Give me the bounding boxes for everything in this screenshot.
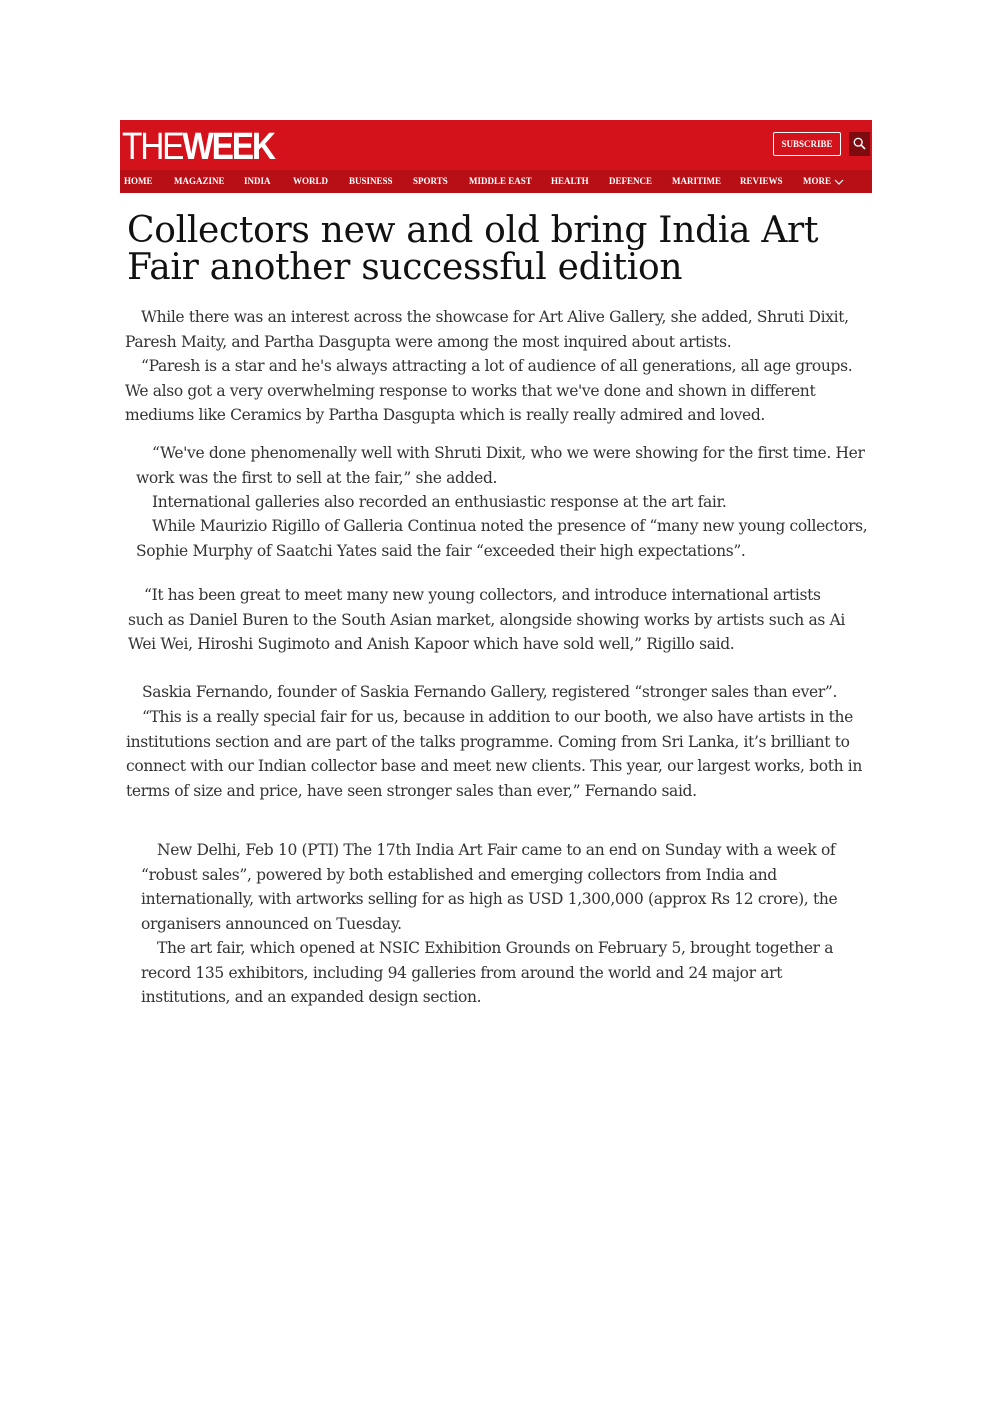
logo-the: THE bbox=[122, 126, 183, 168]
nav-item-reviews[interactable]: REVIEWS bbox=[740, 176, 783, 186]
masthead-topbar bbox=[120, 120, 872, 170]
logo-week: WEEK bbox=[182, 126, 274, 168]
chevron-down-icon bbox=[834, 179, 844, 185]
article-paragraph: New Delhi, Feb 10 (PTI) The 17th India Art Fair came to an end on Sunday with a week of “robust sales”, powered by both established and emerging collectors from India and internationally, with artworks selling for as high as USD 1,300,000 (approx Rs 12 crore), the organisers announced on Tuesday. bbox=[141, 841, 838, 933]
article-paragraph: Saskia Fernando, founder of Saskia Fernando Gallery, registered “stronger sales than ever”. bbox=[142, 683, 838, 701]
nav-item-maritime[interactable]: MARITIME bbox=[672, 176, 721, 186]
search-button[interactable] bbox=[849, 132, 870, 156]
nav-item-middle-east[interactable]: MIDDLE EAST bbox=[469, 176, 532, 186]
site-logo[interactable] bbox=[122, 127, 274, 167]
article-paragraph: “We've done phenomenally well with Shruti Dixit, who we were showing for the first time. Her work was the first to sell at the fair,” she added. bbox=[136, 444, 865, 487]
nav-item-more[interactable] bbox=[803, 170, 844, 193]
article-paragraph: “Paresh is a star and he's always attracting a lot of audience of all generations, all age groups. We also got a very overwhelming response to works that we've done and shown in different mediums like Ceramics by Partha Dasgupta which is really really admired and loved. bbox=[125, 357, 853, 425]
nav-item-india[interactable]: INDIA bbox=[244, 176, 271, 186]
nav-item-magazine[interactable]: MAGAZINE bbox=[174, 176, 225, 186]
nav-item-health[interactable]: HEALTH bbox=[551, 176, 589, 186]
nav-item-business[interactable]: BUSINESS bbox=[349, 176, 393, 186]
nav-item-sports[interactable]: SPORTS bbox=[413, 176, 448, 186]
nav-item-home[interactable]: HOME bbox=[124, 176, 153, 186]
article-paragraph: The art fair, which opened at NSIC Exhibition Grounds on February 5, brought together a record 135 exhibitors, including 94 galleries from around the world and 24 major art institutions, and an expanded design section. bbox=[141, 939, 834, 1007]
article-paragraph: “This is a really special fair for us, because in addition to our booth, we also have artists in the institutions section and are part of the talks programme. Coming from Sri Lanka, it’s brilliant to connect with our Indian collector base and meet new clients. This year, our largest works, both in terms of size and price, have seen stronger sales than ever,” Fernando said. bbox=[126, 708, 863, 800]
main-nav bbox=[120, 170, 872, 193]
article-paragraph: International galleries also recorded an enthusiastic response at the art fair. bbox=[152, 493, 727, 511]
masthead bbox=[120, 120, 872, 193]
subscribe-button[interactable]: SUBSCRIBE bbox=[773, 132, 841, 156]
article-paragraph: “It has been great to meet many new young collectors, and introduce international artists such as Daniel Buren to the South Asian market, alongside showing works by artists such as Ai Wei Wei, Hiroshi Sugimoto and Anish Kapoor which have sold well,” Rigillo said. bbox=[128, 586, 846, 654]
nav-item-defence[interactable]: DEFENCE bbox=[609, 176, 653, 186]
search-icon bbox=[853, 137, 866, 150]
article-paragraph: While Maurizio Rigillo of Galleria Continua noted the presence of “many new young collectors, Sophie Murphy of Saatchi Yates said the fair “exceeded their high expectations”. bbox=[136, 517, 868, 560]
article-headline: Collectors new and old bring India Art Fair another successful edition bbox=[127, 210, 819, 288]
nav-item-world[interactable]: WORLD bbox=[293, 176, 329, 186]
nav-more-label: MORE bbox=[803, 176, 831, 186]
article-paragraph: While there was an interest across the showcase for Art Alive Gallery, she added, Shruti Dixit, Paresh Maity, and Partha Dasgupta were among the most inquired about artists. bbox=[125, 308, 849, 351]
